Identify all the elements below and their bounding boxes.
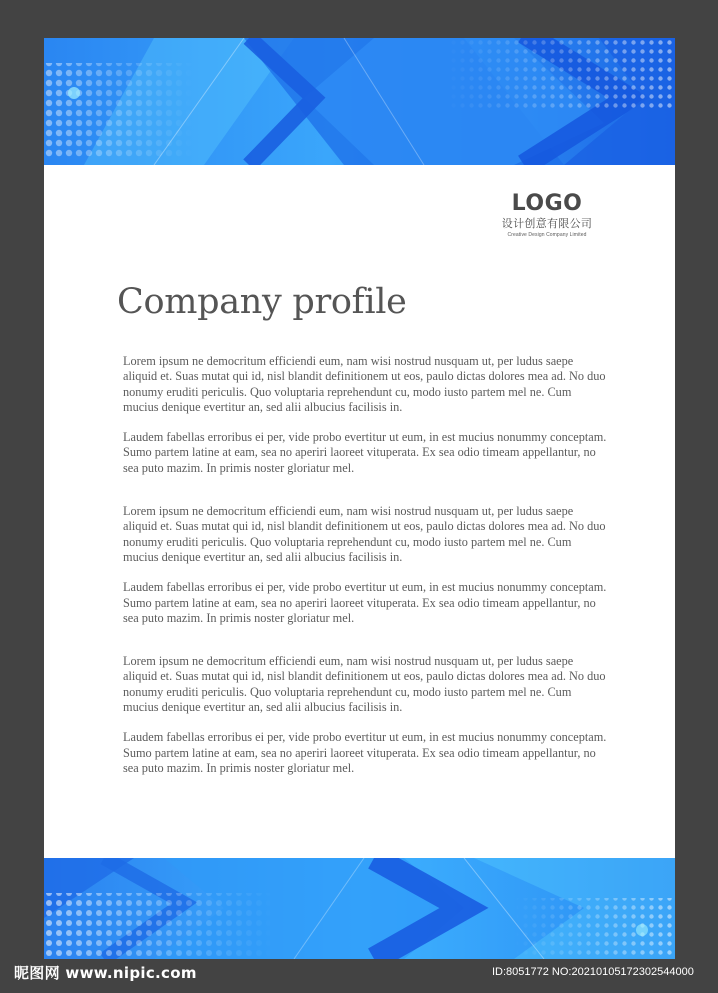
page-title: Company profile (117, 282, 407, 322)
top-banner-graphic (44, 38, 675, 165)
paragraph: Laudem fabellas erroribus ei per, vide probo evertitur ut eum, in est mucius nonummy conceptam. Sumo partem latine at eam, sea no aperiri laoreet vituperata. Ex sea odio timeam appellantur, no sea puto mazim. In primis noster gloriatur mel. (123, 580, 607, 625)
bottom-banner (44, 858, 675, 959)
letterhead-page (44, 38, 675, 959)
paragraph: Lorem ipsum ne democritum efficiendi eum, nam wisi nostrud nusquam ut, per ludus saepe aliquid et. Suas mutat qui id, nisl blandit definitionem ut eos, paulo dictas dolores mea ad. No duo nonumy eruditi periculis. Quo voluptaria reprehendunt cu, modo iusto partem mel ne. Cum mucius denique evertitur an, sed alii albucius facilisis in. (123, 504, 606, 564)
top-banner (44, 38, 675, 165)
bottom-banner-graphic (44, 858, 675, 959)
logo-company-name-cn: 设计创意有限公司 (501, 217, 593, 230)
profile-body (123, 354, 609, 776)
paragraph: Lorem ipsum ne democritum efficiendi eum, nam wisi nostrud nusquam ut, per ludus saepe aliquid et. Suas mutat qui id, nisl blandit definitionem ut eos, paulo dictas dolores mea ad. No duo nonumy eruditi periculis. Quo voluptaria reprehendunt cu, modo iusto partem mel ne. Cum mucius denique evertitur an, sed alii albucius facilisis in. (123, 654, 606, 715)
watermark-site: 昵图网 www.nipic.com (14, 964, 197, 982)
watermark-id: ID:8051772 NO:20210105172302544000 (492, 966, 694, 978)
company-logo (485, 191, 609, 239)
paragraph: Laudem fabellas erroribus ei per, vide probo evertitur ut eum, in est mucius nonummy conceptam. Sumo partem latine at eam, sea no aperiri laoreet vituperata. Ex sea odio timeam appellantur, no sea puto mazim. In primis noster gloriatur mel. (123, 730, 607, 775)
logo-wordmark: LOGO (511, 191, 583, 216)
paragraph: Lorem ipsum ne democritum efficiendi eum, nam wisi nostrud nusquam ut, per ludus saepe aliquid et. Suas mutat qui id, nisl blandit definitionem ut eos, paulo dictas dolores mea ad. No duo nonumy eruditi periculis. Quo voluptaria reprehendunt cu, modo iusto partem mel ne. Cum mucius denique evertitur an, sed alii albucius facilisis in. (123, 354, 606, 414)
paragraph: Laudem fabellas erroribus ei per, vide probo evertitur ut eum, in est mucius nonummy conceptam. Sumo partem latine at eam, sea no aperiri laoreet vituperata. Ex sea odio timeam appellantur, no sea puto mazim. In primis noster gloriatur mel. (123, 430, 607, 475)
logo-company-name-en: Creative Design Company Limited (507, 232, 587, 238)
